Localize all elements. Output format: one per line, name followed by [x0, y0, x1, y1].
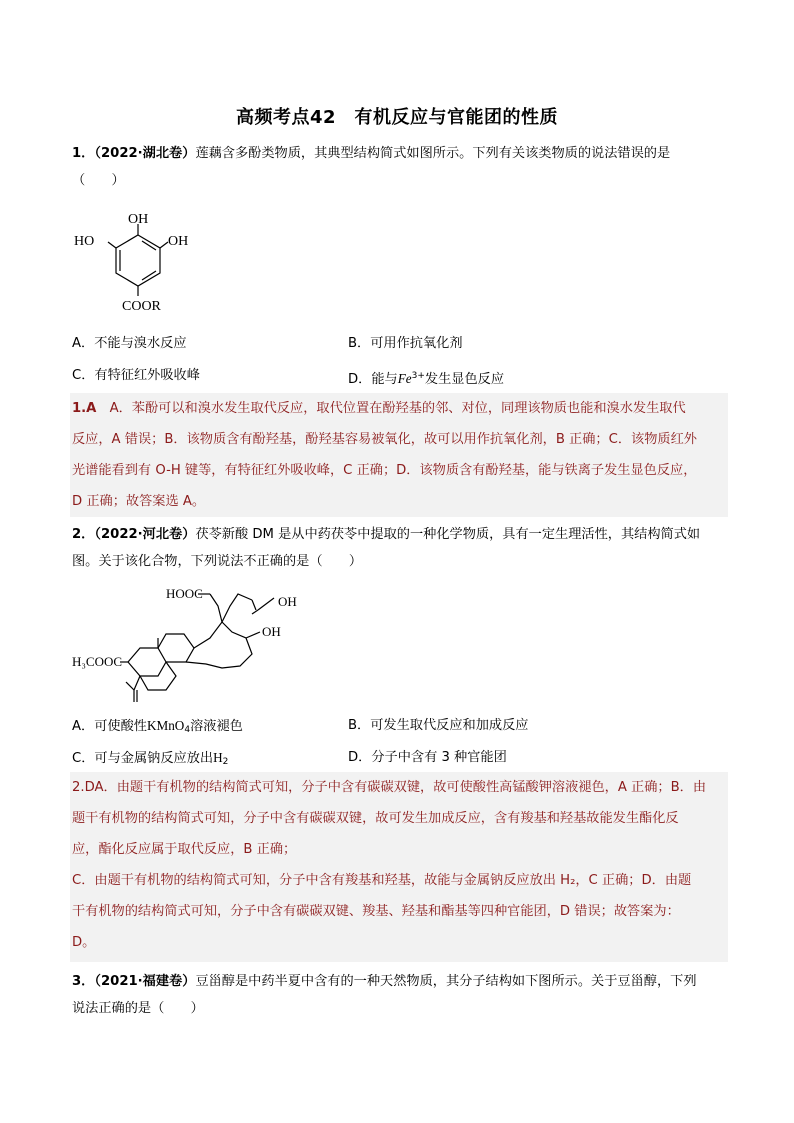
- q3-source: （2021·福建卷）: [94, 974, 196, 989]
- hooc-label: HOOC: [166, 586, 203, 601]
- q2-source: （2022·河北卷）: [94, 527, 196, 542]
- oh-b-label: OH: [262, 624, 281, 639]
- q1-answer: 1.A A．苯酚可以和溴水发生取代反应，取代位置在酚羟基的邻、对位，同理该物质也能和溴水发生取代 反应，A 错误；B．该物质含有酚羟基，酚羟基容易被氧化，故可以用作抗氧化剂，B 正确；C．该物质红外 光谱能看到有 O-H 键等，有特征红外吸收峰，C 正确；D．该物质含有酚羟基，能与铁离子发生显色反应， D 正确；故答案选 A。: [70, 393, 728, 517]
- q2-answer: 2.DA．由题干有机物的结构简式可知，分子中含有碳碳双键，故可使酸性高锰酸钾溶液褪色，A 正确；B．由 题干有机物的结构简式可知，分子中含有碳碳双键，故可发生加成反应，含有羧基和羟基故能发生酯化反 应，酯化反应属于取代反应，B 正确； C．由题干有机物的结构简式可知，分子中含有羧基和羟基，故能与金属钠反应放出 H₂，C 正确；D．由题 干有机物的结构简式可知，分子中含有碳碳双键、羧基、羟基和酯基等四种官能团，D 错误；故答案为： D。: [70, 772, 728, 962]
- coor-label: COOR: [122, 299, 161, 314]
- q1-paren: （ ）: [72, 173, 125, 188]
- q1-option-c: C．有特征红外吸收峰: [72, 368, 200, 383]
- q2-structure-diagram: [70, 578, 320, 708]
- q1-structure-diagram: [70, 210, 200, 320]
- question-1: 1．（2022·湖北卷）莲藕含多酚类物质，其典型结构简式如图所示。下列有关该类物质的说法错误的是 （ ）: [72, 140, 722, 194]
- oh-top-label: OH: [128, 212, 149, 227]
- question-2: 2．（2022·河北卷）茯苓新酸 DM 是从中药茯苓中提取的一种化学物质，具有一定生理活性，其结构简式如 图。关于该化合物，下列说法不正确的是（ ）: [72, 527, 701, 569]
- q2-option-c: C．可与金属钠反应放出$H_2$: [72, 750, 229, 767]
- oh-right-label: OH: [168, 234, 189, 249]
- q1-option-a: A．不能与溴水反应: [72, 336, 187, 351]
- q1-option-b: B．可用作抗氧化剂: [348, 336, 463, 351]
- page-title: 高频考点42 有机反应与官能团的性质: [235, 107, 559, 128]
- ester-label: H₃COOC: [72, 654, 123, 669]
- q1-option-d: D．能与$Fe^{3+}$发生显色反应: [348, 371, 505, 387]
- q2-option-a: A．可使酸性KMnO$_4$溶液褪色: [72, 718, 243, 735]
- oh-a-label: OH: [278, 594, 297, 609]
- q2-option-d: D．分子中含有 3 种官能团: [348, 750, 507, 765]
- ho-left-label: HO: [74, 234, 95, 249]
- q1-source: （2022·湖北卷）: [94, 146, 196, 161]
- question-3: 3．（2021·福建卷）豆甾醇是中药半夏中含有的一种天然物质，其分子结构如下图所示。关于豆甾醇，下列 说法正确的是（ ）: [72, 974, 697, 1016]
- q2-option-b: B．可发生取代反应和加成反应: [348, 718, 529, 733]
- q1-stem: 莲藕含多酚类物质，其典型结构简式如图所示。下列有关该类物质的说法错误的是: [195, 146, 671, 161]
